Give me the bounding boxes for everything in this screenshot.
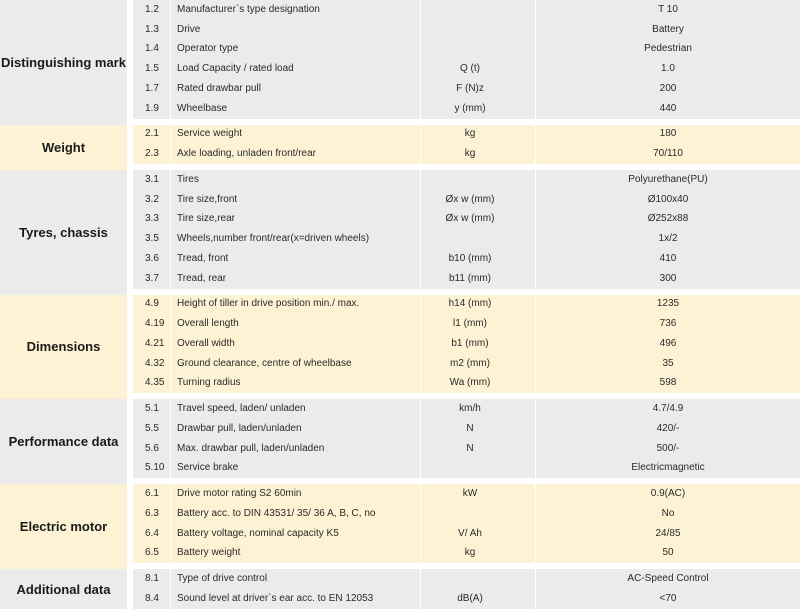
spec-number-cell <box>133 314 171 334</box>
spec-row <box>0 399 800 419</box>
spec-value: Pedestrian <box>644 43 692 55</box>
spec-unit-cell <box>421 20 536 40</box>
spec-description: Tread, rear <box>177 272 227 284</box>
spec-description: Battery weight <box>177 547 241 559</box>
spec-description: Battery voltage, nominal capacity K5 <box>177 527 339 539</box>
spec-description-cell <box>171 504 421 524</box>
spec-value-cell <box>536 59 800 79</box>
spec-description: Drawbar pull, laden/unladen <box>177 422 302 434</box>
spec-description-cell <box>171 439 421 459</box>
spec-unit: y (mm) <box>454 102 486 114</box>
spec-value: 420/- <box>656 422 680 434</box>
spec-unit-cell <box>421 374 536 400</box>
spec-row <box>0 484 800 504</box>
section-title: Distinguishing mark <box>0 0 133 125</box>
spec-unit: V/ Ah <box>458 527 482 539</box>
spec-value: 496 <box>659 337 677 349</box>
spec-value: AC-Speed Control <box>627 573 709 585</box>
spec-value: 24/85 <box>655 527 681 539</box>
spec-value-cell <box>536 295 800 315</box>
spec-number-cell <box>133 544 171 570</box>
spec-number: 3.2 <box>145 193 159 205</box>
spec-value-cell <box>536 419 800 439</box>
spec-description: Tires <box>177 173 199 185</box>
spec-number: 1.7 <box>145 82 159 94</box>
spec-unit-cell <box>421 399 536 419</box>
spec-value-cell <box>536 269 800 295</box>
spec-number-cell <box>133 249 171 269</box>
spec-number-cell <box>133 79 171 99</box>
spec-value-cell <box>536 399 800 419</box>
spec-description-cell <box>171 589 421 609</box>
spec-number: 5.6 <box>145 442 159 454</box>
spec-description-cell <box>171 170 421 190</box>
spec-value: <70 <box>659 592 677 604</box>
spec-number: 5.5 <box>145 422 159 434</box>
spec-number: 1.2 <box>145 3 159 15</box>
spec-value-cell <box>536 144 800 170</box>
spec-unit: m2 (mm) <box>450 357 490 369</box>
spec-description: Ground clearance, centre of wheelbase <box>177 357 352 369</box>
spec-number-cell <box>133 295 171 315</box>
spec-number: 4.35 <box>145 377 165 389</box>
spec-value: No <box>661 507 675 519</box>
spec-unit: kg <box>464 547 476 559</box>
spec-value: 1235 <box>656 298 680 310</box>
spec-description-cell <box>171 20 421 40</box>
spec-number-cell <box>133 484 171 504</box>
spec-description: Service weight <box>177 128 243 140</box>
spec-description: Max. drawbar pull, laden/unladen <box>177 442 325 454</box>
spec-value: 410 <box>659 252 677 264</box>
spec-unit: b1 (mm) <box>451 337 489 349</box>
spec-unit-cell <box>421 99 536 125</box>
spec-unit-cell <box>421 504 536 524</box>
spec-number: 3.7 <box>145 272 159 284</box>
spec-description: Manufacturer`s type designation <box>177 3 320 15</box>
spec-description-cell <box>171 144 421 170</box>
spec-value-cell <box>536 589 800 609</box>
spec-description-cell <box>171 569 421 589</box>
spec-number: 8.4 <box>145 592 159 604</box>
spec-unit: kg <box>464 148 476 160</box>
spec-value: Battery <box>652 23 684 35</box>
spec-unit-cell <box>421 524 536 544</box>
spec-description: Tread, front <box>177 252 229 264</box>
spec-unit-cell <box>421 354 536 374</box>
spec-unit: Wa (mm) <box>449 377 491 389</box>
spec-unit-cell <box>421 419 536 439</box>
spec-row <box>0 125 800 145</box>
spec-value-cell <box>536 374 800 400</box>
spec-unit-cell <box>421 484 536 504</box>
spec-value-cell <box>536 354 800 374</box>
spec-unit: N <box>466 442 474 454</box>
spec-value: 300 <box>659 272 677 284</box>
spec-value: 1x/2 <box>658 233 678 245</box>
spec-number-cell <box>133 419 171 439</box>
spec-value: 440 <box>659 102 677 114</box>
spec-number: 4.9 <box>145 298 159 310</box>
spec-value-cell <box>536 190 800 210</box>
spec-description: Load Capacity / rated load <box>177 63 294 75</box>
spec-unit: b11 (mm) <box>448 272 492 284</box>
spec-value-cell <box>536 125 800 145</box>
spec-row <box>0 569 800 589</box>
spec-value: 180 <box>659 128 677 140</box>
spec-unit-cell <box>421 170 536 190</box>
spec-description-cell <box>171 295 421 315</box>
spec-number: 1.5 <box>145 63 159 75</box>
spec-unit-cell <box>421 79 536 99</box>
spec-unit: kW <box>462 488 478 500</box>
spec-number-cell <box>133 399 171 419</box>
spec-value-cell <box>536 314 800 334</box>
spec-description-cell <box>171 314 421 334</box>
spec-description-cell <box>171 269 421 295</box>
spec-number-cell <box>133 229 171 249</box>
spec-description-cell <box>171 374 421 400</box>
spec-value: 50 <box>662 547 674 559</box>
spec-value: 200 <box>659 82 677 94</box>
spec-description-cell <box>171 79 421 99</box>
spec-number-cell <box>133 269 171 295</box>
spec-number: 6.1 <box>145 488 159 500</box>
spec-description-cell <box>171 0 421 20</box>
spec-description: Overall width <box>177 337 235 349</box>
spec-number-cell <box>133 170 171 190</box>
spec-number-cell <box>133 439 171 459</box>
spec-unit-cell <box>421 589 536 609</box>
spec-description: Battery acc. to DIN 43531/ 35/ 36 A, B, C, no <box>177 507 376 519</box>
spec-number-cell <box>133 524 171 544</box>
spec-unit: F (N)z <box>456 82 484 94</box>
spec-number: 6.4 <box>145 527 159 539</box>
spec-value-cell <box>536 439 800 459</box>
spec-number-cell <box>133 40 171 60</box>
spec-description: Wheelbase <box>177 102 228 114</box>
spec-value: 598 <box>659 377 677 389</box>
spec-unit: l1 (mm) <box>453 318 487 330</box>
spec-value-cell <box>536 20 800 40</box>
spec-number-cell <box>133 125 171 145</box>
spec-description-cell <box>171 524 421 544</box>
spec-description: Tire size,rear <box>177 213 235 225</box>
spec-unit-cell <box>421 314 536 334</box>
spec-unit-cell <box>421 269 536 295</box>
spec-number: 2.3 <box>145 148 159 160</box>
section-title: Dimensions <box>0 295 133 400</box>
spec-unit: Øx w (mm) <box>445 213 495 225</box>
spec-description-cell <box>171 419 421 439</box>
spec-row <box>0 295 800 315</box>
section-title: Electric motor <box>0 484 133 569</box>
spec-description: Travel speed, laden/ unladen <box>177 403 306 415</box>
spec-unit-cell <box>421 125 536 145</box>
spec-unit: dB(A) <box>457 592 483 604</box>
section-title: Weight <box>0 125 133 171</box>
spec-value: Electricmagnetic <box>631 462 705 474</box>
spec-unit: km/h <box>459 403 481 415</box>
spec-value: Polyurethane(PU) <box>628 173 708 185</box>
spec-value-cell <box>536 544 800 570</box>
spec-unit-cell <box>421 144 536 170</box>
spec-number-cell <box>133 334 171 354</box>
spec-number: 6.3 <box>145 507 159 519</box>
spec-description-cell <box>171 99 421 125</box>
spec-number: 5.1 <box>145 403 159 415</box>
section-title: Performance data <box>0 399 133 484</box>
spec-number: 4.19 <box>145 318 165 330</box>
spec-number-cell <box>133 504 171 524</box>
spec-unit-cell <box>421 229 536 249</box>
spec-description-cell <box>171 544 421 570</box>
spec-number-cell <box>133 459 171 485</box>
spec-unit: Øx w (mm) <box>445 193 495 205</box>
spec-number-cell <box>133 374 171 400</box>
spec-number: 1.3 <box>145 23 159 35</box>
spec-value-cell <box>536 249 800 269</box>
spec-description-cell <box>171 399 421 419</box>
spec-unit-cell <box>421 249 536 269</box>
spec-row <box>0 170 800 190</box>
spec-value-cell <box>536 0 800 20</box>
spec-number-cell <box>133 354 171 374</box>
spec-description: Axle loading, unladen front/rear <box>177 148 316 160</box>
spec-description: Tire size,front <box>177 193 238 205</box>
spec-number: 3.1 <box>145 173 159 185</box>
spec-description: Type of drive control <box>177 573 268 585</box>
spec-description-cell <box>171 190 421 210</box>
spec-description-cell <box>171 484 421 504</box>
spec-number-cell <box>133 144 171 170</box>
spec-value: Ø100x40 <box>647 193 689 205</box>
spec-number-cell <box>133 20 171 40</box>
section-title: Additional data <box>0 569 133 609</box>
spec-unit-cell <box>421 210 536 230</box>
spec-number-cell <box>133 589 171 609</box>
spec-value-cell <box>536 170 800 190</box>
spec-value: 70/110 <box>653 148 683 160</box>
spec-value: 736 <box>659 318 677 330</box>
spec-number: 5.10 <box>145 462 165 474</box>
spec-description-cell <box>171 125 421 145</box>
spec-number-cell <box>133 190 171 210</box>
spec-description: Operator type <box>177 43 239 55</box>
spec-number-cell <box>133 569 171 589</box>
spec-value: 35 <box>662 357 674 369</box>
spec-description-cell <box>171 354 421 374</box>
spec-number-cell <box>133 210 171 230</box>
spec-unit: kg <box>464 128 476 140</box>
spec-value-cell <box>536 229 800 249</box>
spec-unit-cell <box>421 439 536 459</box>
spec-description-cell <box>171 229 421 249</box>
spec-description: Rated drawbar pull <box>177 82 261 94</box>
spec-number: 3.3 <box>145 213 159 225</box>
spec-description: Drive <box>177 23 201 35</box>
spec-number: 3.6 <box>145 252 159 264</box>
spec-number-cell <box>133 59 171 79</box>
spec-value-cell <box>536 79 800 99</box>
spec-unit: Q (t) <box>460 63 480 75</box>
spec-number: 1.9 <box>145 102 159 114</box>
spec-description-cell <box>171 334 421 354</box>
spec-value-cell <box>536 504 800 524</box>
spec-description: Drive motor rating S2 60min <box>177 488 302 500</box>
spec-number: 4.32 <box>145 357 165 369</box>
spec-value: Ø252x88 <box>647 213 689 225</box>
spec-number-cell <box>133 0 171 20</box>
spec-value-cell <box>536 459 800 485</box>
spec-value: T 10 <box>658 3 678 15</box>
spec-value-cell <box>536 524 800 544</box>
spec-number-cell <box>133 99 171 125</box>
spec-number: 4.21 <box>145 337 165 349</box>
spec-description: Overall length <box>177 318 239 330</box>
spec-value: 500/- <box>656 442 680 454</box>
spec-description-cell <box>171 459 421 485</box>
spec-unit-cell <box>421 295 536 315</box>
spec-unit-cell <box>421 569 536 589</box>
spec-description: Sound level at driver`s ear acc. to EN 12053 <box>177 592 374 604</box>
spec-row <box>0 0 800 20</box>
spec-description: Service brake <box>177 462 239 474</box>
spec-description: Height of tiller in drive position min./ max. <box>177 298 360 310</box>
spec-number: 6.5 <box>145 547 159 559</box>
spec-value-cell <box>536 484 800 504</box>
spec-description-cell <box>171 59 421 79</box>
spec-number: 8.1 <box>145 573 159 585</box>
spec-value-cell <box>536 40 800 60</box>
spec-unit-cell <box>421 190 536 210</box>
spec-number: 1.4 <box>145 43 159 55</box>
spec-value-cell <box>536 569 800 589</box>
spec-unit-cell <box>421 40 536 60</box>
spec-description-cell <box>171 249 421 269</box>
spec-description: Turning radius <box>177 377 241 389</box>
spec-description: Wheels,number front/rear(x=driven wheels) <box>177 233 370 245</box>
spec-value: 0.9(AC) <box>650 488 686 500</box>
spec-unit-cell <box>421 459 536 485</box>
spec-value-cell <box>536 210 800 230</box>
spec-value-cell <box>536 334 800 354</box>
spec-unit-cell <box>421 0 536 20</box>
spec-value: 4.7/4.9 <box>652 403 684 415</box>
spec-unit: N <box>466 422 474 434</box>
spec-number: 2.1 <box>145 128 159 140</box>
spec-number: 3.5 <box>145 233 159 245</box>
spec-description-cell <box>171 210 421 230</box>
spec-value: 1.0 <box>661 63 675 75</box>
spec-description-cell <box>171 40 421 60</box>
spec-unit-cell <box>421 334 536 354</box>
spec-unit-cell <box>421 59 536 79</box>
spec-value-cell <box>536 99 800 125</box>
spec-unit: b10 (mm) <box>448 252 492 264</box>
spec-unit: h14 (mm) <box>448 298 492 310</box>
spec-unit-cell <box>421 544 536 570</box>
section-title: Tyres, chassis <box>0 170 133 295</box>
